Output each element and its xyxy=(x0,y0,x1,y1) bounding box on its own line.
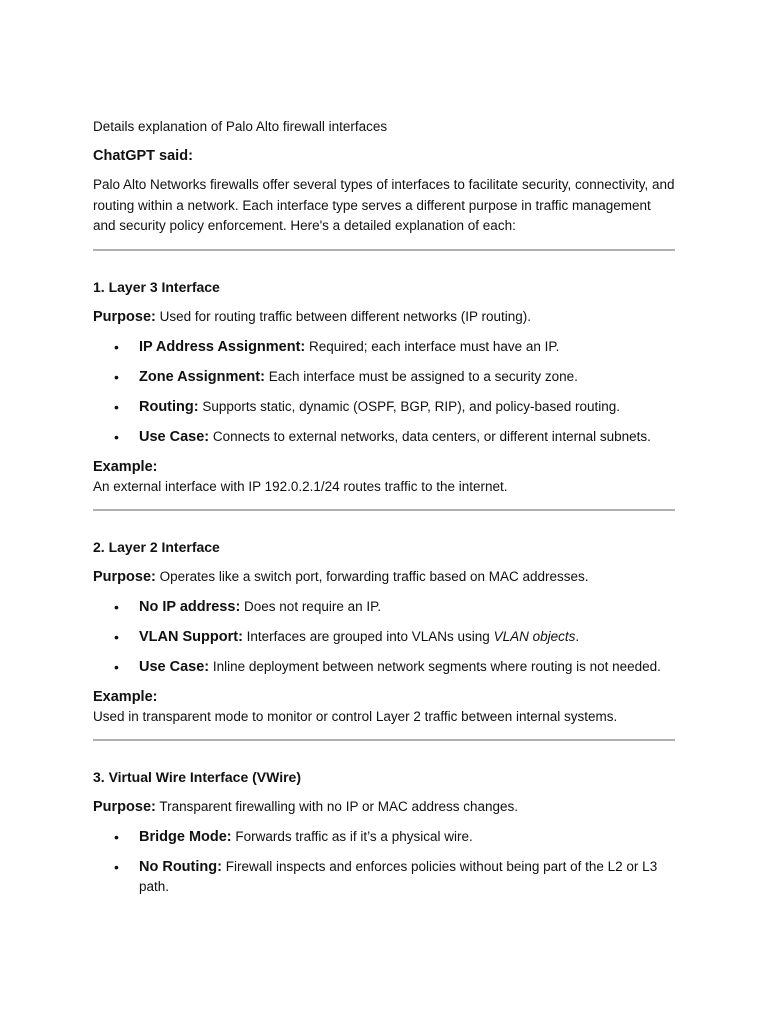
bullet-label: No IP address: xyxy=(139,598,241,615)
bullet-icon: • xyxy=(114,658,119,675)
bullet-label: Zone Assignment: xyxy=(139,368,265,385)
bullet-italic-text: VLAN objects xyxy=(493,628,576,644)
bullet-icon: • xyxy=(114,398,119,415)
bullet-text: Connects to external networks, data centers, or different internal subnets. xyxy=(209,428,651,444)
bullet-icon: • xyxy=(114,628,119,645)
bullet-label: VLAN Support: xyxy=(139,628,243,645)
bullet-list xyxy=(93,337,675,448)
bullet-text: Supports static, dynamic (OSPF, BGP, RIP), and policy-based routing. xyxy=(198,398,621,414)
section-title: 2. Layer 2 Interface xyxy=(93,538,220,555)
intro-paragraph: Palo Alto Networks firewalls offer several types of interfaces to facilitate security, connectivity, and routing within a network. Each interface type serves a different purpose in traffic management and security policy enforcement. Here's a detailed explanation of each: xyxy=(93,177,675,233)
bullet-text: Firewall inspects and enforces policies without being part of the L2 or L3 path. xyxy=(139,858,658,894)
bullet-item xyxy=(93,397,675,418)
bullet-list xyxy=(93,597,675,678)
user-question: Details explanation of Palo Alto firewall interfaces xyxy=(93,119,388,134)
speaker-label: ChatGPT said: xyxy=(93,148,193,164)
bullet-item xyxy=(93,367,675,388)
section-layer2 xyxy=(93,537,675,741)
horizontal-divider xyxy=(93,739,675,741)
bullet-text: Each interface must be assigned to a security zone. xyxy=(264,368,578,384)
bullet-icon: • xyxy=(114,368,119,385)
bullet-text: Interfaces are grouped into VLANs using xyxy=(242,628,494,644)
section-title: 1. Layer 3 Interface xyxy=(93,278,220,295)
bullet-text: Required; each interface must have an IP. xyxy=(305,338,560,354)
bullet-item xyxy=(93,657,675,678)
purpose-line xyxy=(93,797,675,817)
bullet-icon: • xyxy=(114,338,119,355)
bullet-label: Use Case: xyxy=(139,428,210,445)
bullet-icon: • xyxy=(114,858,119,875)
section-title: 3. Virtual Wire Interface (VWire) xyxy=(93,768,301,785)
horizontal-divider xyxy=(93,249,675,251)
purpose-line xyxy=(93,567,675,587)
bullet-icon: • xyxy=(114,828,119,845)
section-vwire xyxy=(93,767,675,898)
bullet-item xyxy=(93,597,675,618)
horizontal-divider xyxy=(93,509,675,511)
bullet-text-end: . xyxy=(575,628,580,644)
bullet-text: Does not require an IP. xyxy=(240,598,382,614)
purpose-line xyxy=(93,307,675,327)
example-label: Example: xyxy=(93,688,158,705)
bullet-icon: • xyxy=(114,428,119,445)
bullet-item xyxy=(93,337,675,358)
purpose-label: Purpose: xyxy=(93,568,156,585)
bullet-text: Forwards traffic as if it’s a physical wire. xyxy=(231,828,473,844)
bullet-icon: • xyxy=(114,598,119,615)
bullet-label: Routing: xyxy=(139,398,199,415)
example-text: Used in transparent mode to monitor or control Layer 2 traffic between internal systems. xyxy=(93,708,618,724)
section-layer3 xyxy=(93,277,675,511)
bullet-item xyxy=(93,827,675,848)
bullet-item xyxy=(93,427,675,448)
purpose-text: Transparent firewalling with no IP or MAC address changes. xyxy=(155,798,519,814)
bullet-item xyxy=(93,627,675,648)
bullet-list xyxy=(93,827,675,898)
purpose-text: Operates like a switch port, forwarding traffic based on MAC addresses. xyxy=(155,568,589,584)
bullet-text: Inline deployment between network segments where routing is not needed. xyxy=(209,658,661,674)
purpose-label: Purpose: xyxy=(93,798,156,815)
example-label: Example: xyxy=(93,458,158,475)
bullet-label: No Routing: xyxy=(139,858,222,875)
bullet-item xyxy=(93,857,675,898)
purpose-text: Used for routing traffic between different networks (IP routing). xyxy=(155,308,532,324)
purpose-label: Purpose: xyxy=(93,308,156,325)
bullet-label: Use Case: xyxy=(139,658,210,675)
document-page xyxy=(93,117,675,907)
bullet-label: Bridge Mode: xyxy=(139,828,232,845)
bullet-label: IP Address Assignment: xyxy=(139,338,306,355)
example-text: An external interface with IP 192.0.2.1/24 routes traffic to the internet. xyxy=(93,478,508,494)
